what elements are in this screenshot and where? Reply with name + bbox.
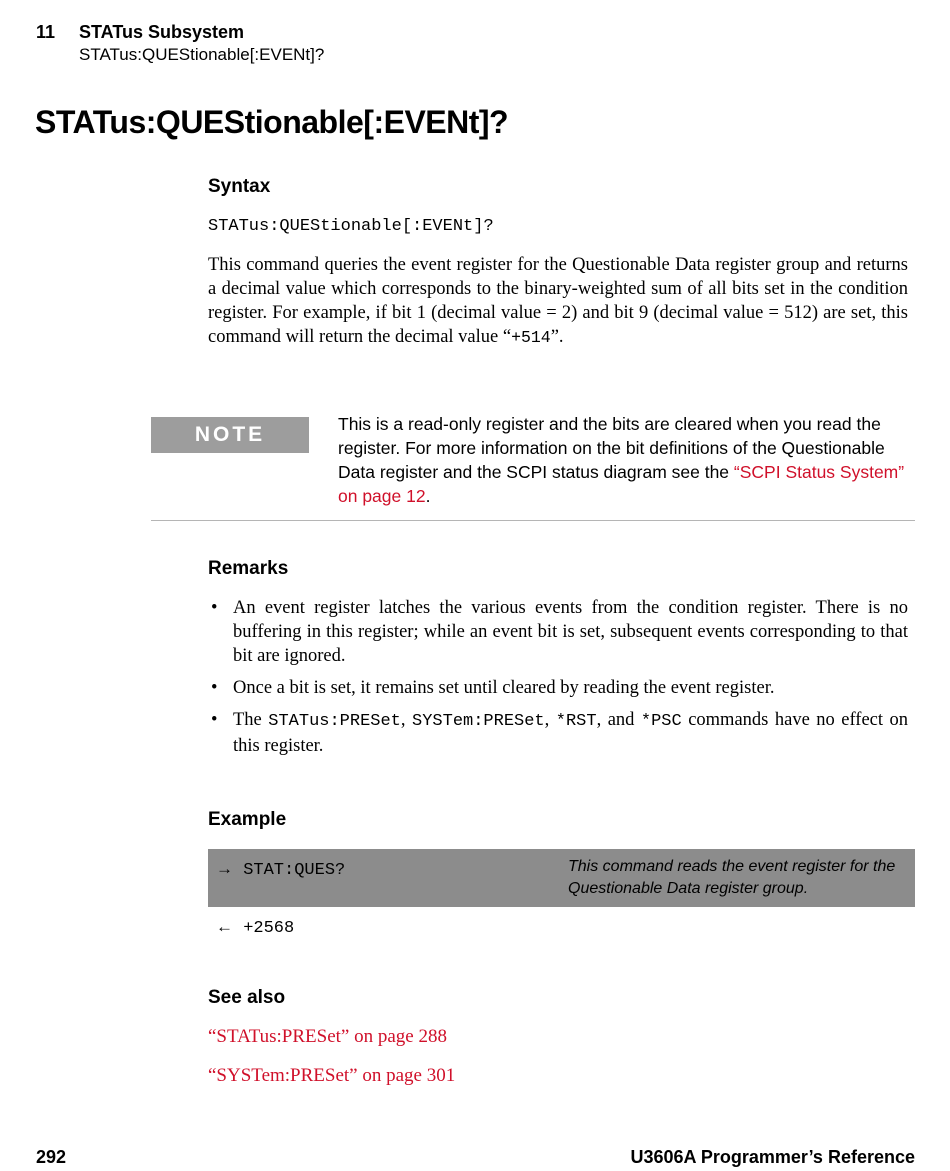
note-text bbox=[338, 412, 908, 508]
example-response bbox=[216, 917, 294, 938]
syntax-command: STATus:QUEStionable[:EVENt]? bbox=[208, 217, 494, 236]
remark-text: , bbox=[400, 710, 413, 730]
note-body: This is a read-only register and the bits are cleared when you read the register. For more information on the bit definitions of the Questionable Data register and the SCPI status diagram see the bbox=[338, 414, 885, 482]
syntax-description bbox=[208, 253, 908, 350]
example-response-text: +2568 bbox=[243, 919, 295, 938]
syntax-heading: Syntax bbox=[208, 176, 271, 197]
send-arrow-icon: → bbox=[216, 859, 233, 878]
list-item bbox=[208, 596, 908, 668]
remark-text: commands have no effect on this register. bbox=[233, 710, 909, 756]
remark-text: An event register latches the various events from the condition register. There is no buffering in this register; while an event bit is set, subsequent events corresponding to that bit are ignored. bbox=[233, 598, 908, 666]
example-command-text: STAT:QUES? bbox=[243, 861, 346, 880]
list-item bbox=[208, 708, 908, 758]
remark-code: *PSC bbox=[640, 712, 682, 731]
scpi-status-system-link[interactable]: “SCPI Status System” on page 12 bbox=[338, 462, 905, 506]
chapter-number: 11 bbox=[36, 22, 56, 42]
page-number: 292 bbox=[36, 1147, 67, 1167]
bullet: • bbox=[211, 598, 218, 618]
status-preset-link[interactable]: “STATus:PRESet” on page 288 bbox=[208, 1026, 447, 1047]
list-item bbox=[208, 676, 908, 700]
remarks-heading: Remarks bbox=[208, 558, 289, 579]
remark-code: *RST bbox=[555, 712, 597, 731]
bullet: • bbox=[211, 710, 218, 730]
page-title: STATus:QUEStionable[:EVENt]? bbox=[35, 104, 509, 140]
example-command bbox=[216, 859, 345, 880]
remark-text: , and bbox=[596, 710, 641, 730]
remark-code: STATus:PRESet bbox=[268, 712, 401, 731]
system-preset-link[interactable]: “SYSTem:PRESet” on page 301 bbox=[208, 1065, 456, 1086]
remark-text: The bbox=[233, 710, 269, 730]
remark-text: Once a bit is set, it remains set until cleared by reading the event register. bbox=[233, 678, 775, 698]
syntax-description-end: ”. bbox=[550, 327, 564, 347]
syntax-description-code: +514 bbox=[511, 328, 551, 347]
remarks-list bbox=[208, 596, 908, 766]
note-label: NOTE bbox=[151, 417, 309, 453]
note-end: . bbox=[425, 486, 431, 506]
example-description: This command reads the event register for the Questionable Data register group. bbox=[568, 858, 896, 897]
note-divider bbox=[151, 520, 915, 521]
see-also-heading: See also bbox=[208, 987, 286, 1008]
document-title: U3606A Programmer’s Reference bbox=[630, 1147, 915, 1167]
header-subtitle: STATus:QUEStionable[:EVENt]? bbox=[79, 45, 325, 64]
syntax-description-text: This command queries the event register for the Questionable Data register group and returns a decimal value which corresponds to the binary-weighted sum of all bits set in the condition register. For example, if bit 1 (decimal value = 2) and bit 9 (decimal value = 512) are set, this command will return the decimal value “ bbox=[208, 255, 908, 347]
remark-text: , bbox=[544, 710, 556, 730]
remark-code: SYSTem:PRESet bbox=[412, 712, 545, 731]
example-heading: Example bbox=[208, 809, 287, 830]
receive-arrow-icon: ← bbox=[216, 917, 233, 936]
bullet: • bbox=[211, 678, 218, 698]
chapter-title: STATus Subsystem bbox=[79, 22, 245, 42]
